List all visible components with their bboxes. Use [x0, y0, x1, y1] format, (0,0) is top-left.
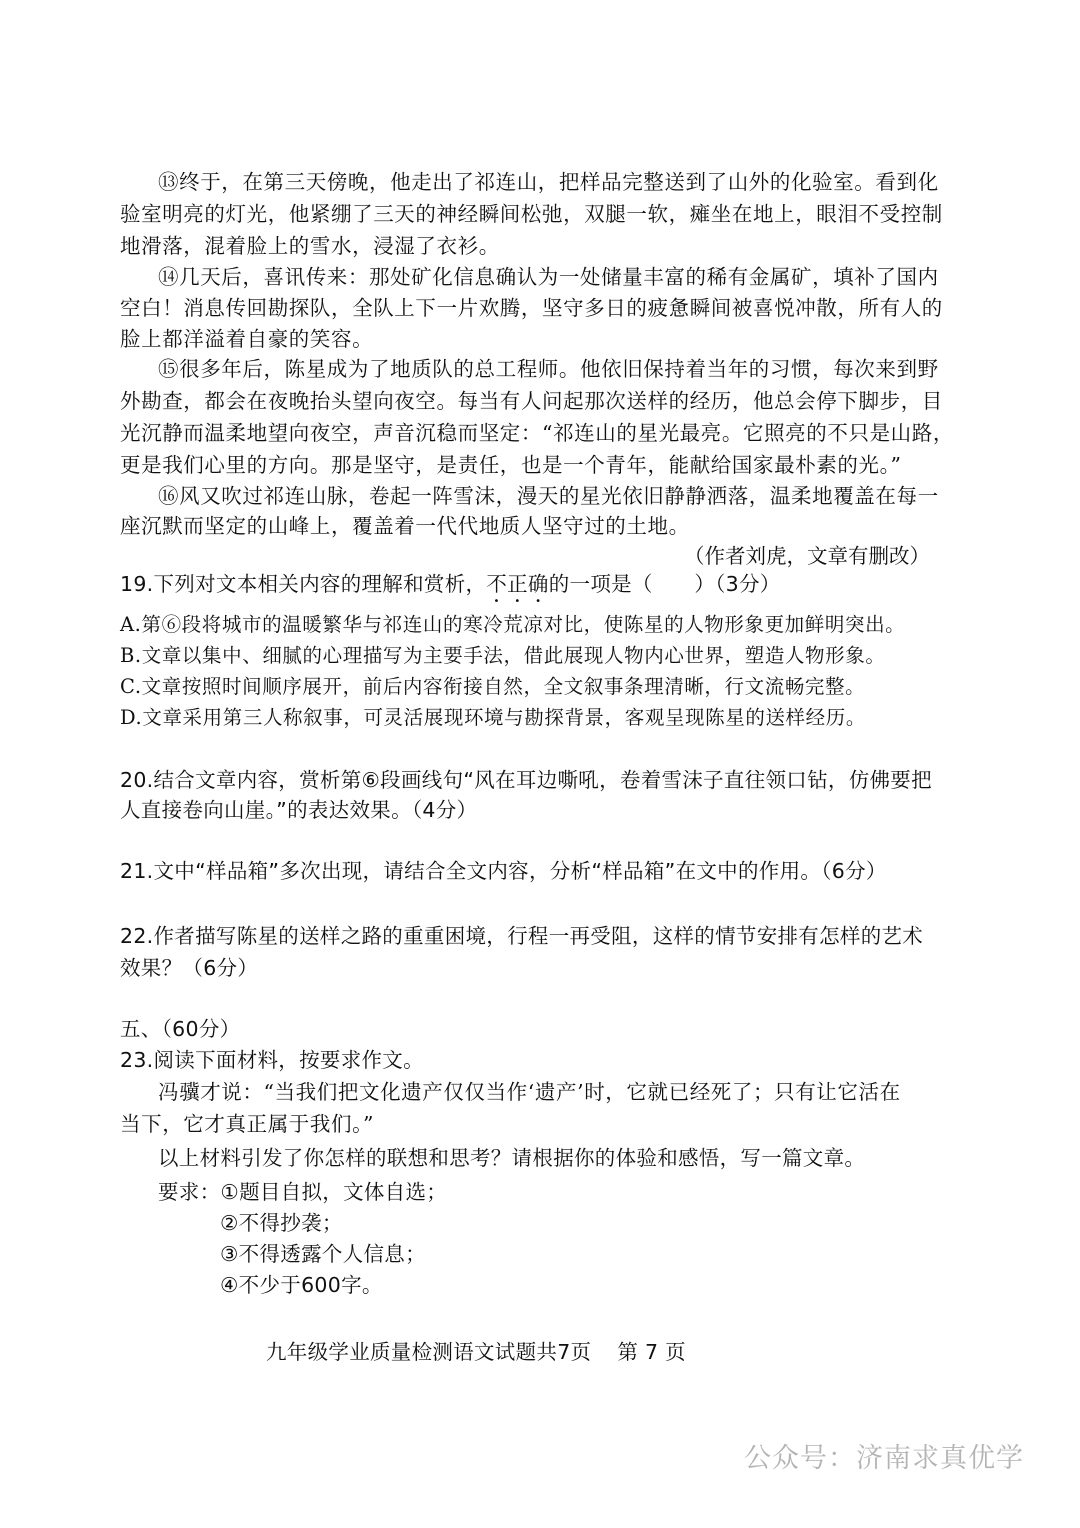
passage-p16-line-1: ⑯风又吹过祁连山脉，卷起一阵雪沫，漫天的星光依旧静静洒落，温柔地覆盖在每一 [158, 484, 939, 508]
q23-requirement-3: ③不得透露个人信息； [220, 1242, 426, 1266]
q23-requirement-4: ④不少于600字。 [220, 1273, 383, 1297]
q19-option-d: D.文章采用第三人称叙事，可灵活展现环境与勘探背景，客观呈现陈星的送样经历。 [120, 706, 866, 729]
q20-line-1: 20.结合文章内容，赏析第⑥段画线句“风在耳边嘶吼，卷着雪沫子直往领口钻，仿佛要把 [120, 768, 932, 792]
q19-option-a: A.第⑥段将城市的温暖繁华与祁连山的寒冷荒凉对比，使陈星的人物形象更加鲜明突出。 [120, 613, 906, 636]
passage-p14-line-3: 脸上都洋溢着自豪的笑容。 [120, 327, 374, 351]
q19-option-c: C.文章按照时间顺序展开，前后内容衔接自然，全文叙事条理清晰，行文流畅完整。 [120, 675, 866, 698]
footer-page-number: 第 7 页 [617, 1340, 686, 1364]
footer-total-pages: 九年级学业质量检测语文试题共7页 [266, 1340, 592, 1364]
q23-prompt: 以上材料引发了你怎样的联想和思考？请根据你的体验和感悟，写一篇文章。 [158, 1146, 866, 1170]
q23-requirement-2: ②不得抄袭； [220, 1211, 343, 1235]
q19-stem-before: 19.下列对文本相关内容的理解和赏析， [120, 572, 487, 596]
passage-p14-line-2: 空白！消息传回勘探队，全队上下一片欢腾，坚守多日的疲惫瞬间被喜悦冲散，所有人的 [120, 296, 943, 320]
passage-p13-line-1: ⑬终于，在第三天傍晚，他走出了祁连山，把样品完整送到了山外的化验室。看到化 [158, 170, 939, 194]
q22-line-1: 22.作者描写陈星的送样之路的重重困境，行程一再受阻，这样的情节安排有怎样的艺术 [120, 924, 924, 948]
q21-text: 21.文中“样品箱”多次出现，请结合全文内容，分析“样品箱”在文中的作用。（6分） [120, 859, 887, 883]
passage-p15-line-2: 外勘查，都会在夜晚抬头望向夜空。每当有人问起那次送样的经历，他总会停下脚步，目 [120, 389, 943, 413]
passage-p14-line-1: ⑭几天后，喜讯传来：那处矿化信息确认为一处储量丰富的稀有金属矿，填补了国内 [158, 265, 939, 289]
q23-requirement-1: 要求：①题目自拟，文体自选； [158, 1180, 448, 1204]
q23-material-line-2: 当下，它才真正属于我们。” [120, 1112, 375, 1136]
q20-line-2: 人直接卷向山崖。”的表达效果。（4分） [120, 798, 478, 822]
passage-p15-line-4: 更是我们心里的方向。那是坚守，是责任，也是一个青年，能献给国家最朴素的光。” [120, 453, 902, 477]
passage-p13-line-3: 地滑落，混着脸上的雪水，浸湿了衣衫。 [120, 234, 500, 258]
passage-p15-line-3: 光沉静而温柔地望向夜空，声音沉稳而坚定：“祁连山的星光最亮。它照亮的不只是山路， [120, 421, 954, 445]
q19-stem-after: 的一项是（ ）（3分） [548, 572, 781, 596]
passage-attribution: （作者刘虎，文章有删改） [684, 544, 930, 568]
passage-p16-line-2: 座沉默而坚定的山峰上，覆盖着一代代地质人坚守过的土地。 [120, 514, 690, 538]
page-footer [266, 1337, 712, 1367]
q19-stem [120, 569, 940, 607]
q23-material-line-1: 冯骥才说：“当我们把文化遗产仅仅当作‘遗产’时，它就已经死了；只有让它活在 [158, 1080, 901, 1104]
q19-stem-emphasis: 不正确 [486, 572, 549, 596]
passage-p13-line-2: 验室明亮的灯光，他紧绷了三天的神经瞬间松弛，双腿一软，瘫坐在地上，眼泪不受控制 [120, 202, 943, 226]
q19-option-b: B.文章以集中、细腻的心理描写为主要手法，借此展现人物内心世界，塑造人物形象。 [120, 644, 886, 667]
q23-title: 23.阅读下面材料，按要求作文。 [120, 1048, 424, 1072]
q22-line-2: 效果？（6分） [120, 956, 259, 980]
passage-p15-line-1: ⑮很多年后，陈星成为了地质队的总工程师。他依旧保持着当年的习惯，每次来到野 [158, 357, 939, 381]
watermark: 公众号：济南求真优学 [744, 1443, 1024, 1474]
section-five-heading: 五、（60分） [120, 1017, 241, 1041]
